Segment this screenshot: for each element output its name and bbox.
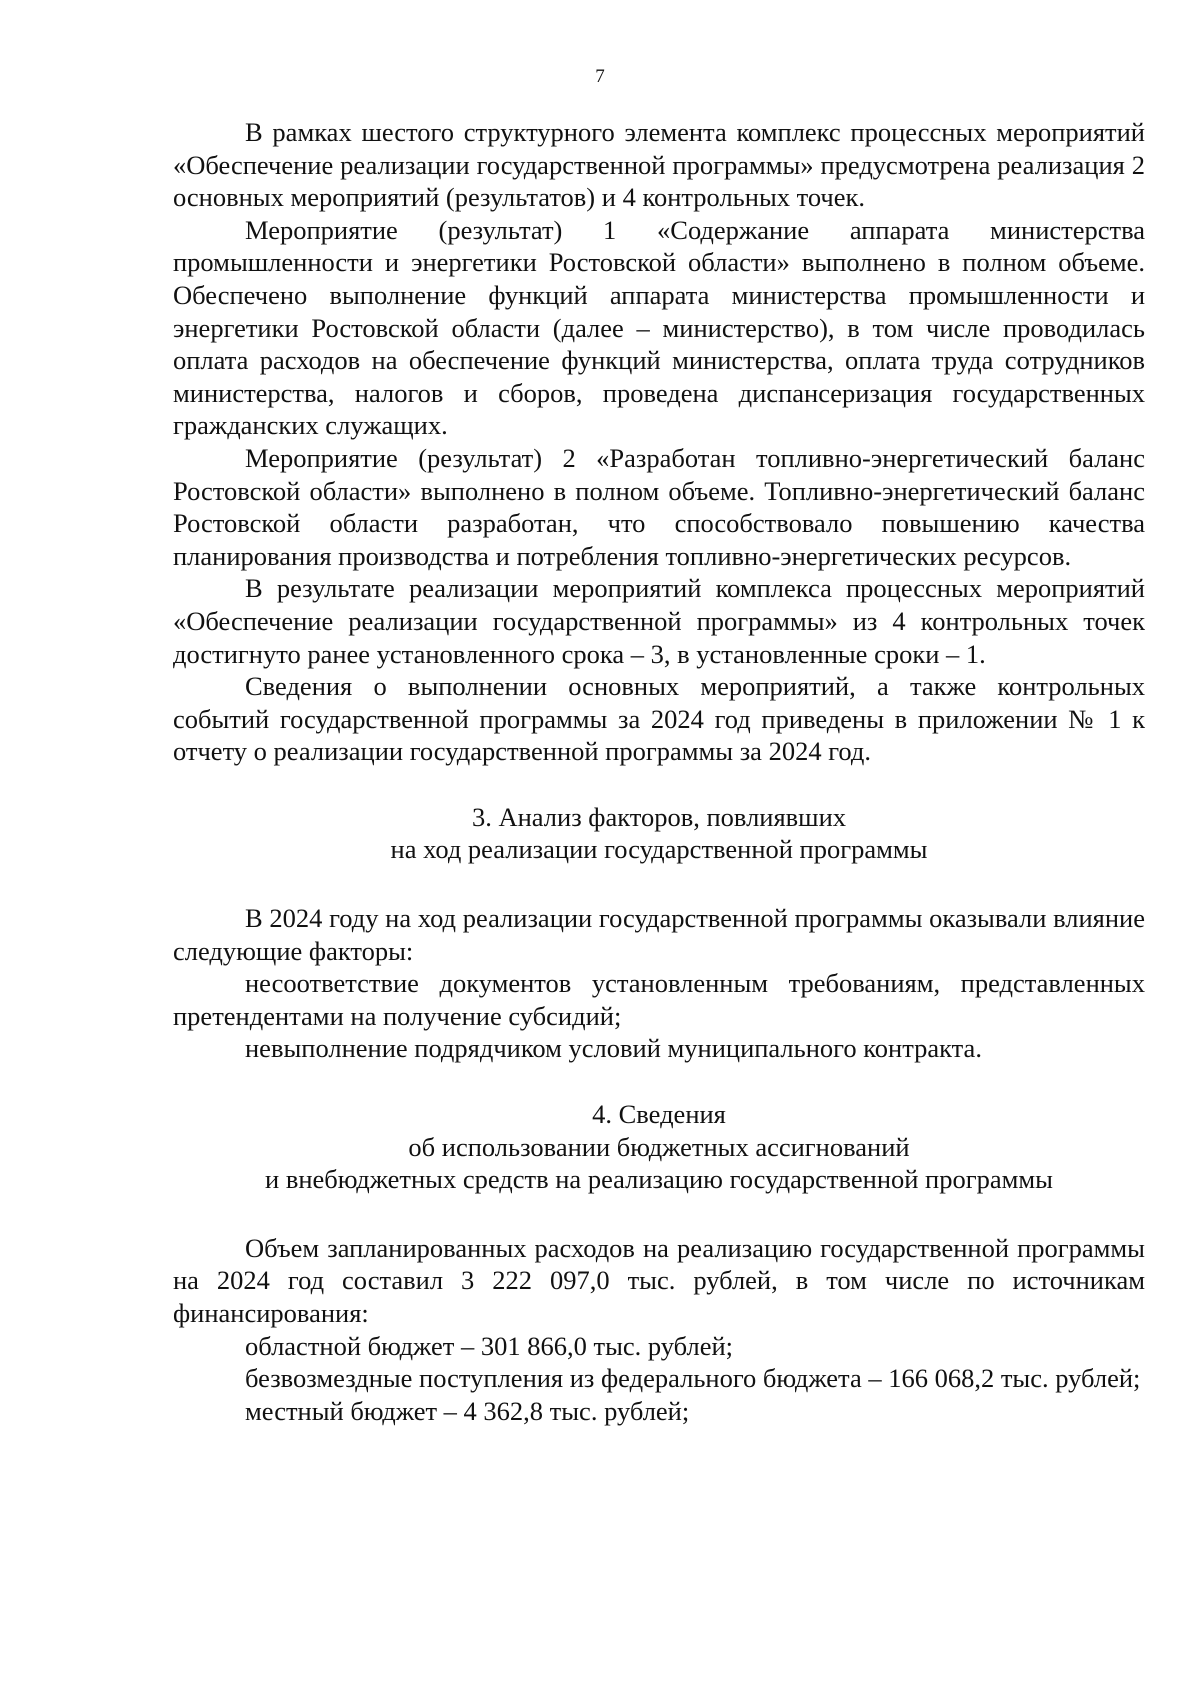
paragraph-factor-2: невыполнение подрядчиком условий муниципального контракта. (245, 1033, 982, 1064)
spacer (173, 1196, 1145, 1232)
section-4-heading-line-1: 4. Сведения (592, 1099, 726, 1130)
paragraph-regional-budget: областной бюджет – 301 866,0 тыс. рублей; (245, 1330, 734, 1361)
paragraph-factors-intro: В 2024 году на ход реализации государственной программы оказывали влияние следующие факторы: (173, 903, 1145, 966)
section-3-heading-line-2: на ход реализации государственной программы (390, 834, 928, 865)
paragraph-local-budget: местный бюджет – 4 362,8 тыс. рублей; (245, 1395, 690, 1426)
paragraph-factor-1: несоответствие документов установленным требованиям, представленных претендентами на получение субсидий; (173, 968, 1145, 1031)
paragraph-result-2: Мероприятие (результат) 2 «Разработан топливно-энергетический баланс Ростовской области» выполнено в полном объеме. Топливно-энергетический баланс Ростовской области разработан, что способствовало повышению качества планирования производства и потребления топливно-энергетических ресурсов. (173, 442, 1145, 571)
section-4-heading-line-3: и внебюджетных средств на реализацию государственной программы (265, 1164, 1053, 1195)
section-3-heading-line-1: 3. Анализ факторов, повлиявших (471, 801, 847, 832)
paragraph-federal-funds: безвозмездные поступления из федерального бюджета – 166 068,2 тыс. рублей; (245, 1363, 1141, 1394)
page-body (173, 116, 1145, 1427)
paragraph-planned-expenses: Объем запланированных расходов на реализацию государственной программы на 2024 год составил 3 222 097,0 тыс. рублей, в том числе по источникам финансирования: (173, 1232, 1145, 1328)
page-number: 7 (595, 66, 605, 87)
paragraph-structural-element: В рамках шестого структурного элемента комплекс процессных мероприятий «Обеспечение реализации государственной программы» предусмотрена реализация 2 основных мероприятий (результатов) и 4 контрольных точек. (173, 117, 1145, 213)
spacer (173, 1065, 1145, 1098)
section-3-heading (173, 801, 1145, 866)
spacer (173, 768, 1145, 801)
section-4-heading-line-2: об использовании бюджетных ассигнований (408, 1131, 910, 1162)
paragraph-control-points: В результате реализации мероприятий комплекса процессных мероприятий «Обеспечение реализации государственной программы» из 4 контрольных точек достигнуто ранее установленного срока – 3, в установленные сроки – 1. (173, 573, 1145, 669)
section-4-heading (173, 1098, 1145, 1196)
paragraph-result-1: Мероприятие (результат) 1 «Содержание аппарата министерства промышленности и энергетики Ростовской области» выполнено в полном объеме. Обеспечено выполнение функций аппарата министерства промышленности и энергетики Ростовской области (далее – министерство), в том числе проводилась оплата расходов на обеспечение функций министерства, оплата труда сотрудников министерства, налогов и сборов, проведена диспансеризация государственных гражданских служащих. (173, 214, 1145, 441)
paragraph-appendix-reference: Сведения о выполнении основных мероприятий, а также контрольных событий государственной программы за 2024 год приведены в приложении № 1 к отчету о реализации государственной программы за 2024 год. (173, 671, 1145, 767)
spacer (173, 866, 1145, 902)
